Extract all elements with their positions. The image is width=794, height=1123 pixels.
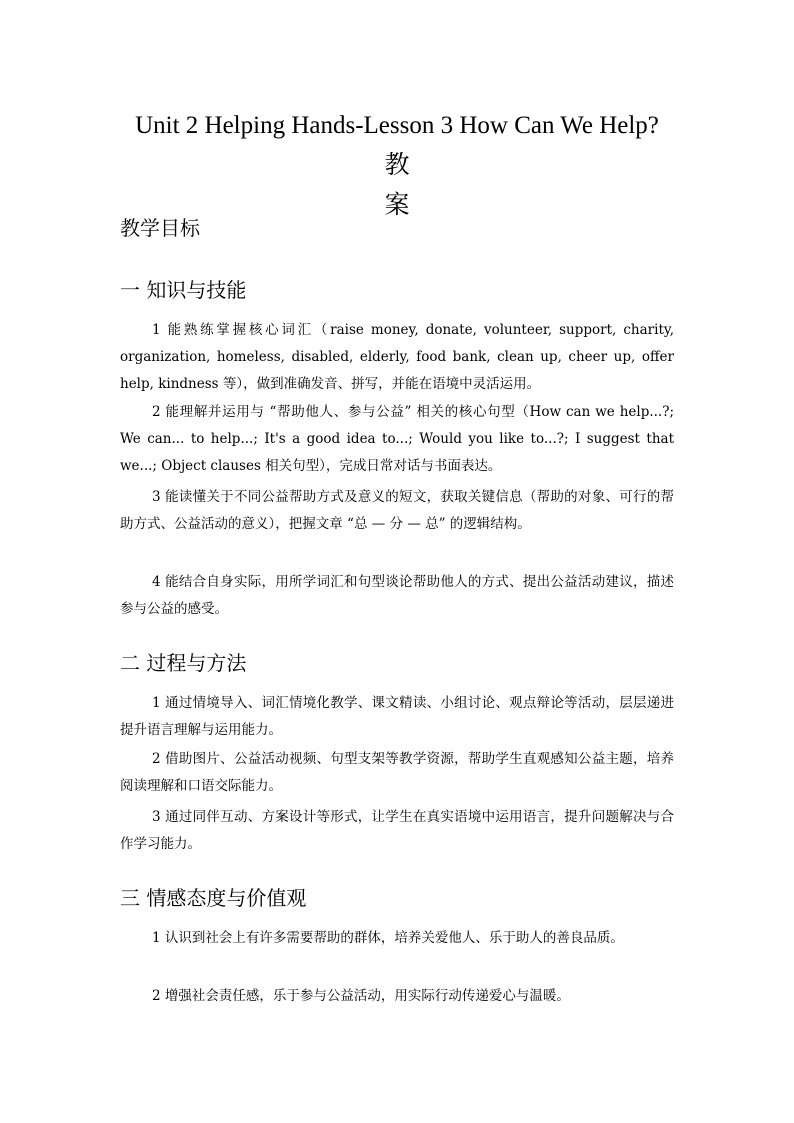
knowledge-paragraph-4: 4 能结合自身实际，用所学词汇和句型谈论帮助他人的方式、提出公益活动建议，描述参与公益的感受。 (120, 574, 674, 617)
emotion-paragraph-1: 1 认识到社会上有许多需要帮助的群体，培养关爱他人、乐于助人的善良品质。 (152, 930, 624, 946)
objectives-heading: 教学目标 (120, 216, 200, 240)
emotion-values-heading: 三 情感态度与价值观 (120, 886, 307, 910)
knowledge-skills-heading: 一 知识与技能 (120, 278, 247, 302)
knowledge-paragraph-2: 2 能理解并运用与 “帮助他人、参与公益” 相关的核心句型（How can we help...?; We can... to help...; It's a good idea to...; Would you like to...?; I suggest that we...; Object clauses 相关句型），完成日常对话与书面表达。 (120, 404, 674, 474)
knowledge-paragraph-3: 3 能读懂关于不同公益帮助方式及意义的短文，获取关键信息（帮助的对象、可行的帮助方式、公益活动的意义），把握文章 “总 — 分 — 总” 的逻辑结构。 (120, 489, 674, 532)
process-paragraph-3: 3 通过同伴互动、方案设计等形式，让学生在真实语境中运用语言，提升问题解决与合作学习能力。 (120, 809, 674, 852)
process-paragraph-2: 2 借助图片、公益活动视频、句型支架等教学资源，帮助学生直观感知公益主题，培养阅读理解和口语交际能力。 (120, 751, 674, 794)
document-title (120, 106, 674, 226)
emotion-paragraph-2: 2 增强社会责任感，乐于参与公益活动，用实际行动传递爱心与温暖。 (152, 988, 570, 1004)
document-title-line-1: Unit 2 Helping Hands-Lesson 3 How Can We Help? 教 (135, 112, 659, 179)
process-methods-heading: 二 过程与方法 (120, 651, 247, 675)
document-title-line-2: 案 (384, 192, 410, 219)
process-paragraph-1: 1 通过情境导入、词汇情境化教学、课文精读、小组讨论、观点辩论等活动，层层递进提升语言理解与运用能力。 (120, 695, 674, 738)
knowledge-paragraph-1: 1 能熟练掌握核心词汇（raise money, donate, volunteer, support, charity, organization, homeless, disabled, elderly, food bank, clean up, cheer up, offer help, kindness 等），做到准确发音、拼写，并能在语境中灵活运用。 (120, 322, 674, 392)
